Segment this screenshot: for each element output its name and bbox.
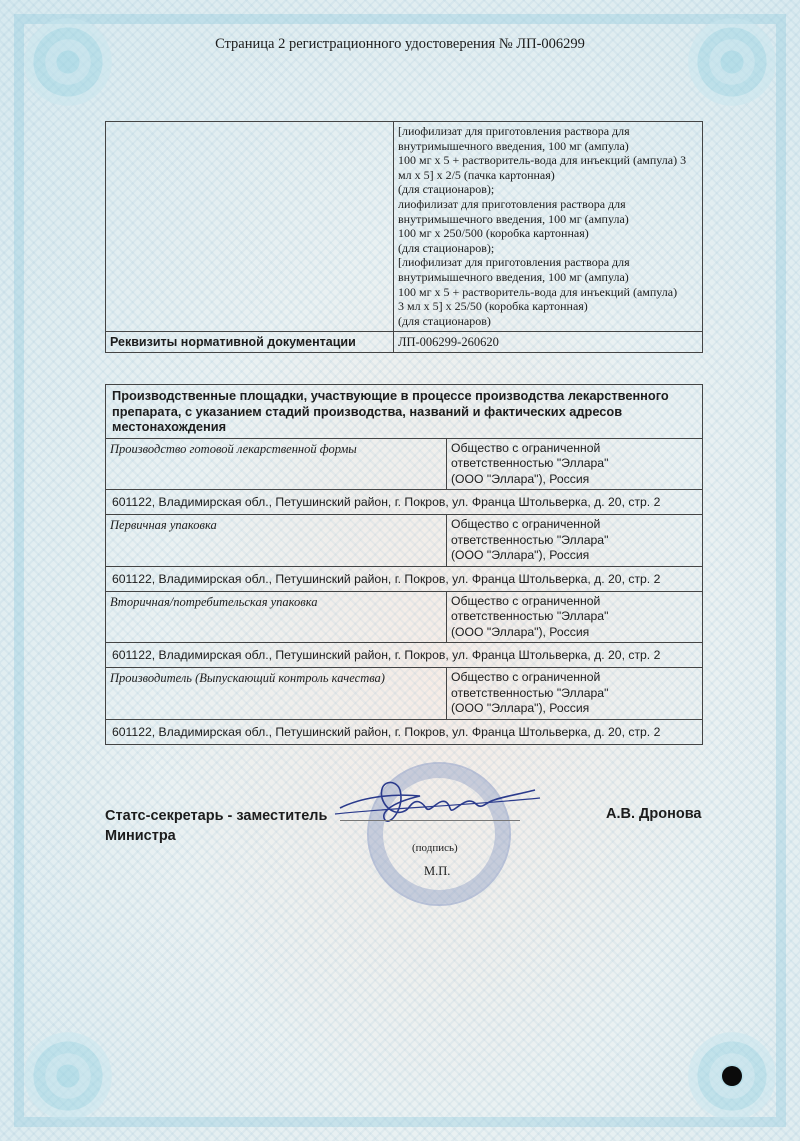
site-stage-row bbox=[106, 438, 703, 490]
site-stage: Производство готовой лекарственной формы bbox=[106, 438, 447, 490]
signature-line bbox=[340, 820, 520, 821]
site-address: 601122, Владимирская обл., Петушинский район, г. Покров, ул. Франца Штольверка, д. 20, стр. 2 bbox=[106, 643, 703, 668]
corner-rosette-top-left bbox=[24, 18, 112, 106]
site-stage-row bbox=[106, 591, 703, 643]
packaging-text: [лиофилизат для приготовления раствора для внутримышечного введения, 100 мг (ампула) 100 мг x 5 + растворитель-вода для инъекций (ампула) 3 мл x 5] x 2/5 (пачка картонная) (для стационаров); лиофилизат для приготовления раствора для внутримышечного введения, 100 мг (ампула) 100 мг x 250/500 (коробка картонная) (для стационаров); [лиофилизат для приготовления раствора для внутримышечного введения, 100 мг (ампула) 100 мг x 5 + растворитель-вода для инъекций (ампула) 3 мл x 5] x 25/50 (коробка картонная) (для стационаров) bbox=[394, 122, 703, 332]
page-title: Страница 2 регистрационного удостоверения № ЛП-006299 bbox=[215, 36, 585, 52]
signatory-position bbox=[105, 806, 327, 846]
site-address-row bbox=[106, 643, 703, 668]
corner-rosette-bottom-left bbox=[24, 1032, 112, 1120]
site-address-row bbox=[106, 719, 703, 744]
site-stage: Производитель (Выпускающий контроль качества) bbox=[106, 668, 447, 720]
sites-header: Производственные площадки, участвующие в процессе производства лекарственного препарата, с указанием стадий производства, названий и фактических адресов местонахождения bbox=[106, 385, 703, 439]
corner-rosette-top-right bbox=[688, 18, 776, 106]
site-stage: Первичная упаковка bbox=[106, 515, 447, 567]
requisites-label: Реквизиты нормативной документации bbox=[106, 332, 394, 353]
site-address-row bbox=[106, 490, 703, 515]
site-address: 601122, Владимирская обл., Петушинский район, г. Покров, ул. Франца Штольверка, д. 20, стр. 2 bbox=[106, 719, 703, 744]
signatory-name: А.В. Дронова bbox=[606, 806, 702, 822]
requisites-row bbox=[106, 332, 703, 353]
site-organization: Общество с ограниченной ответственностью "Эллара" (ООО "Эллара"), Россия bbox=[447, 438, 703, 490]
handwritten-signature bbox=[330, 768, 550, 838]
position-line-1: Статс-секретарь - заместитель bbox=[105, 808, 328, 824]
seal-caption: М.П. bbox=[424, 864, 451, 878]
hole-punch-mark bbox=[722, 1066, 742, 1086]
site-address-row bbox=[106, 566, 703, 591]
signature-caption: (подпись) bbox=[412, 842, 458, 854]
site-address: 601122, Владимирская обл., Петушинский район, г. Покров, ул. Франца Штольверка, д. 20, стр. 2 bbox=[106, 490, 703, 515]
site-organization: Общество с ограниченной ответственностью "Эллара" (ООО "Эллара"), Россия bbox=[447, 591, 703, 643]
site-stage: Вторичная/потребительская упаковка bbox=[106, 591, 447, 643]
packaging-row bbox=[106, 122, 703, 332]
site-stage-row bbox=[106, 515, 703, 567]
site-address: 601122, Владимирская обл., Петушинский район, г. Покров, ул. Франца Штольверка, д. 20, стр. 2 bbox=[106, 566, 703, 591]
sites-header-row bbox=[106, 385, 703, 439]
packaging-table bbox=[105, 121, 703, 353]
packaging-empty-cell bbox=[106, 122, 394, 332]
requisites-value: ЛП-006299-260620 bbox=[394, 332, 703, 353]
site-stage-row bbox=[106, 668, 703, 720]
site-organization: Общество с ограниченной ответственностью "Эллара" (ООО "Эллара"), Россия bbox=[447, 515, 703, 567]
position-line-2: Министра bbox=[105, 828, 176, 844]
production-sites-table bbox=[105, 384, 703, 745]
site-organization: Общество с ограниченной ответственностью "Эллара" (ООО "Эллара"), Россия bbox=[447, 668, 703, 720]
